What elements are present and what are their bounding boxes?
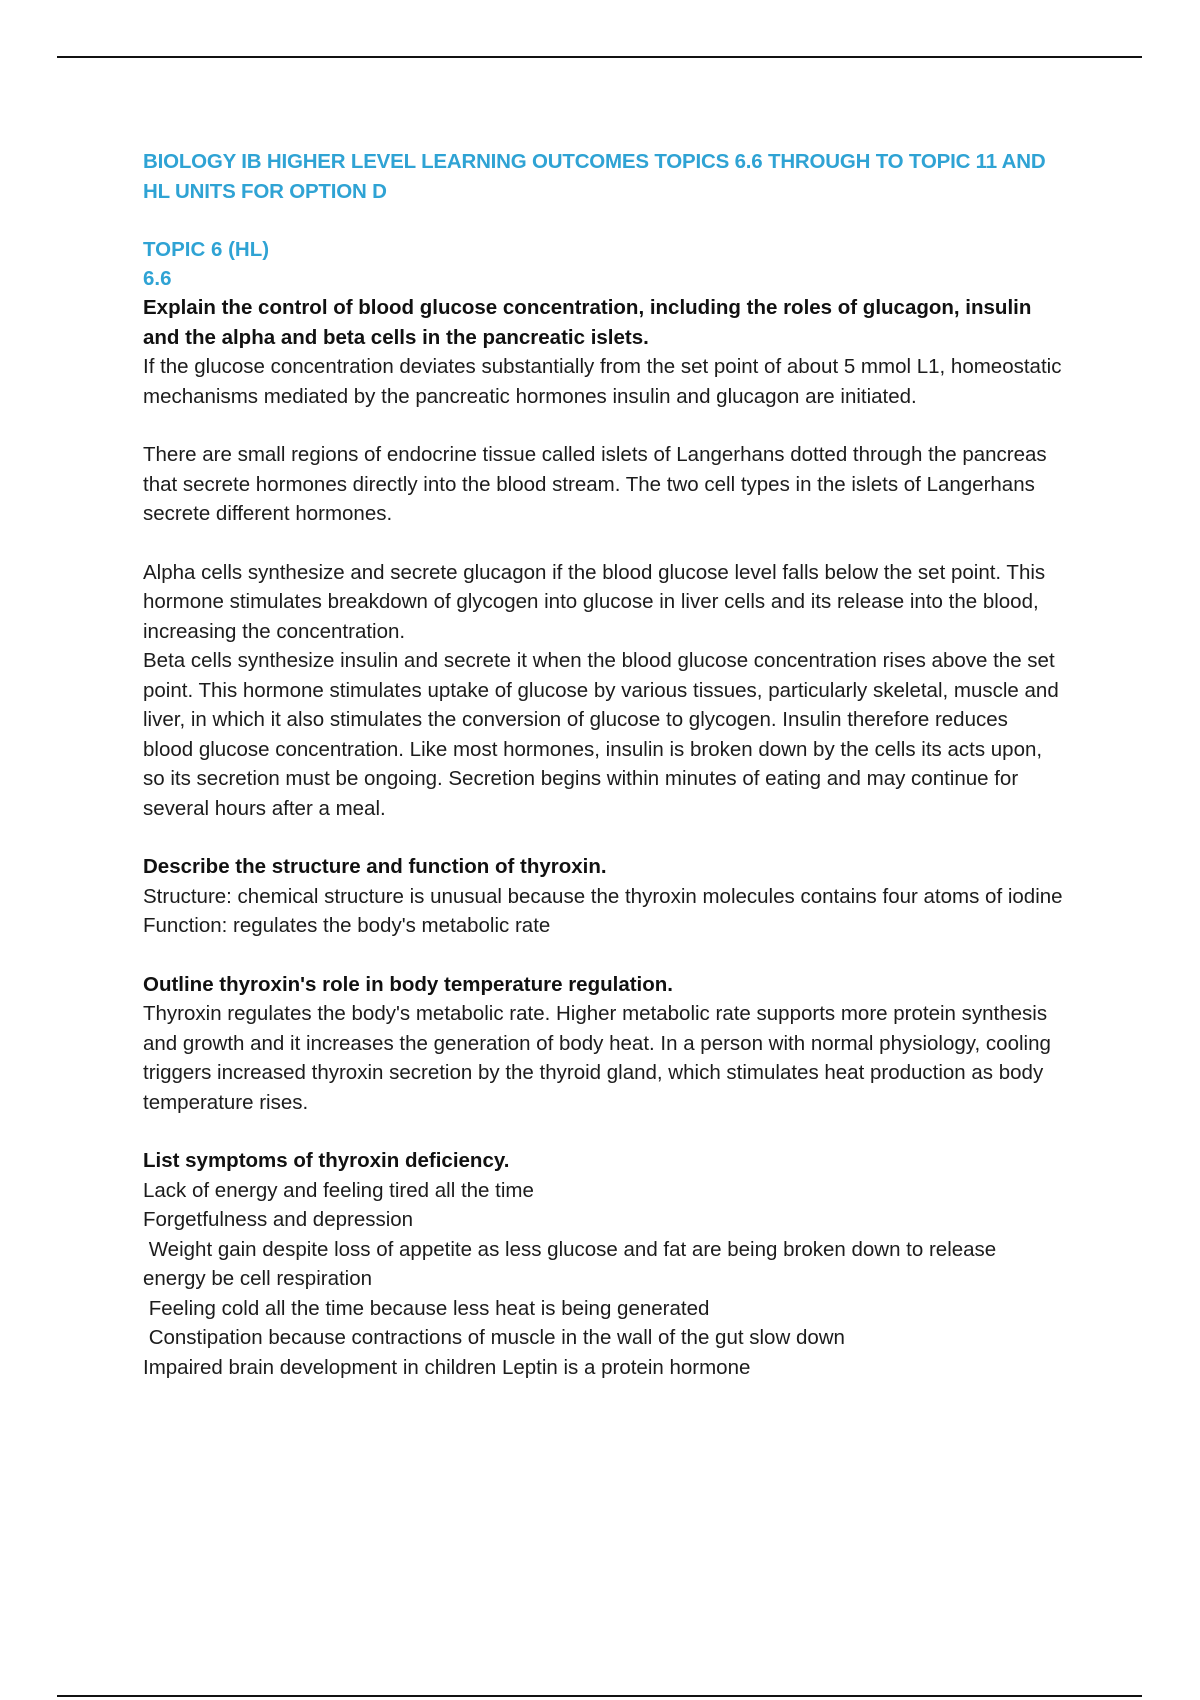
question-heading: List symptoms of thyroxin deficiency.: [143, 1149, 510, 1172]
paragraph: Structure: chemical structure is unusual because the thyroxin molecules contains four atoms of iodine: [143, 884, 1063, 908]
document-body: [143, 147, 1063, 1382]
paragraph: Beta cells synthesize insulin and secrete it when the blood glucose concentration rises above the set point. This hormone stimulates uptake of glucose by various tissues, particularly skeletal, muscle and liver, in which it also stimulates the conversion of glucose to glycogen. Insulin therefore reduces blood glucose concentration. Like most hormones, insulin is broken down by the cells its acts upon, so its secretion must be ongoing. Secretion begins within minutes of eating and may continue for several hours after a meal.: [143, 649, 1059, 820]
list-item: Impaired brain development in children Leptin is a protein hormone: [143, 1355, 751, 1379]
topic-heading: TOPIC 6 (HL): [143, 238, 270, 261]
top-rule: [57, 56, 1142, 58]
paragraph: Function: regulates the body's metabolic rate: [143, 914, 551, 937]
paragraph: There are small regions of endocrine tissue called islets of Langerhans dotted through the pancreas that secrete hormones directly into the blood stream. The two cell types in the islets of Langerhans secrete different hormones.: [143, 443, 1047, 525]
question-heading: Outline thyroxin's role in body temperature regulation.: [143, 972, 673, 996]
list-item: Feeling cold all the time because less heat is being generated: [143, 1296, 710, 1320]
paragraph: Thyroxin regulates the body's metabolic rate. Higher metabolic rate supports more protein synthesis and growth and it increases the generation of body heat. In a person with normal physiology, cooling triggers increased thyroxin secretion by the thyroid gland, which stimulates heat production as body temperature rises.: [143, 1002, 1051, 1114]
bottom-rule: [57, 1695, 1142, 1697]
paragraph: Alpha cells synthesize and secrete glucagon if the blood glucose level falls below the set point. This hormone stimulates breakdown of glycogen into glucose in liver cells and its release into the blood, increasing the concentration.: [143, 560, 1046, 643]
list-item: Weight gain despite loss of appetite as less glucose and fat are being broken down to release energy be cell respiration: [143, 1237, 1002, 1290]
subtopic-number: 6.6: [143, 267, 172, 290]
list-item: Constipation because contractions of muscle in the wall of the gut slow down: [143, 1326, 845, 1349]
list-item: Forgetfulness and depression: [143, 1208, 414, 1231]
question-heading: Explain the control of blood glucose concentration, including the roles of glucagon, insulin and the alpha and beta cells in the pancreatic islets.: [143, 296, 1032, 349]
list-item: Lack of energy and feeling tired all the time: [143, 1178, 534, 1202]
document-title: BIOLOGY IB HIGHER LEVEL LEARNING OUTCOMES TOPICS 6.6 THROUGH TO TOPIC 11 AND HL UNITS FOR OPTION D: [143, 150, 1046, 203]
question-heading: Describe the structure and function of thyroxin.: [143, 855, 607, 878]
paragraph: If the glucose concentration deviates substantially from the set point of about 5 mmol L1, homeostatic mechanisms mediated by the pancreatic hormones insulin and glucagon are initiated.: [143, 355, 1062, 408]
